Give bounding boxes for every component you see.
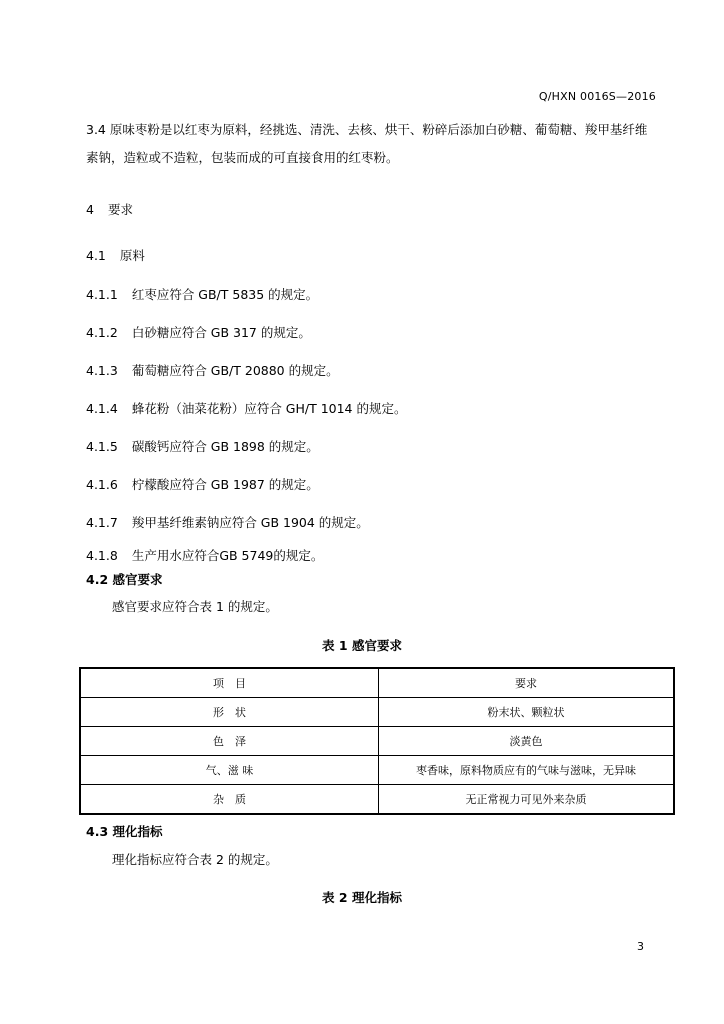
table-row — [80, 698, 674, 727]
material-text: 红枣应符合 GB/T 5835 的规定。 — [131, 287, 319, 302]
table-cell-requirement: 粉末状、颗粒状 — [379, 698, 675, 727]
page-number: 3 — [637, 940, 644, 953]
material-text: 葡萄糖应符合 GB/T 20880 的规定。 — [131, 363, 339, 378]
material-number: 4.1.8 — [86, 548, 118, 563]
section-42-body: 感官要求应符合表 1 的规定。 — [112, 599, 278, 614]
material-number: 4.1.3 — [86, 363, 118, 378]
material-number: 4.1.7 — [86, 515, 118, 530]
table-cell-item: 杂 质 — [80, 785, 379, 815]
material-item — [86, 361, 339, 379]
table-header-cell: 要求 — [379, 668, 675, 698]
section-41-heading — [86, 246, 145, 264]
material-number: 4.1.4 — [86, 401, 118, 416]
material-item — [86, 475, 319, 493]
material-number: 4.1.5 — [86, 439, 118, 454]
table-header-cell: 项 目 — [80, 668, 379, 698]
section-43-number: 4.3 — [86, 824, 109, 839]
definition-paragraph — [86, 116, 647, 172]
section-43-title: 理化指标 — [112, 824, 163, 839]
material-text: 蜂花粉（油菜花粉）应符合 GH/T 1014 的规定。 — [131, 401, 407, 416]
material-text: 碳酸钙应符合 GB 1898 的规定。 — [131, 439, 319, 454]
section-4-number: 4 — [86, 202, 94, 217]
table-cell-requirement: 淡黄色 — [379, 727, 675, 756]
section-4-heading — [86, 200, 133, 218]
section-42-number: 4.2 — [86, 572, 109, 587]
material-number: 4.1.6 — [86, 477, 118, 492]
material-text: 柠檬酸应符合 GB 1987 的规定。 — [131, 477, 319, 492]
table-cell-item: 形 状 — [80, 698, 379, 727]
material-number: 4.1.2 — [86, 325, 118, 340]
table-2-caption: 表 2 理化指标 — [322, 890, 402, 905]
material-item — [86, 323, 311, 341]
table-row — [80, 756, 674, 785]
section-43-body: 理化指标应符合表 2 的规定。 — [112, 852, 278, 867]
section-42-title: 感官要求 — [112, 572, 163, 587]
definition-line-2: 素钠，造粒或不造粒，包装而成的可直接食用的红枣粉。 — [86, 150, 399, 165]
section-42-heading — [86, 570, 163, 588]
table-cell-item: 色 泽 — [80, 727, 379, 756]
table-row — [80, 727, 674, 756]
table-1-caption: 表 1 感官要求 — [322, 638, 402, 653]
table-cell-item: 气、滋 味 — [80, 756, 379, 785]
table-header-row — [80, 668, 674, 698]
material-item — [86, 285, 318, 303]
material-text: 羧甲基纤维素钠应符合 GB 1904 的规定。 — [131, 515, 369, 530]
material-text: 生产用水应符合GB 5749的规定。 — [131, 548, 324, 563]
section-4-title: 要求 — [107, 202, 133, 217]
definition-line-1: 3.4 原味枣粉是以红枣为原料，经挑选、清洗、去核、烘干、粉碎后添加白砂糖、葡萄糖、羧甲基纤维 — [86, 122, 648, 137]
section-41-title: 原料 — [119, 248, 145, 263]
material-item — [86, 546, 323, 564]
material-number: 4.1.1 — [86, 287, 118, 302]
sensory-table — [79, 667, 675, 815]
section-43-heading — [86, 822, 163, 840]
material-item — [86, 437, 319, 455]
material-text: 白砂糖应符合 GB 317 的规定。 — [131, 325, 311, 340]
table-row — [80, 785, 674, 815]
table-cell-requirement: 枣香味，原料物质应有的气味与滋味，无异味 — [379, 756, 675, 785]
material-item — [86, 399, 406, 417]
table-cell-requirement: 无正常视力可见外来杂质 — [379, 785, 675, 815]
section-41-number: 4.1 — [86, 248, 106, 263]
material-item — [86, 513, 369, 531]
standard-number: Q/HXN 0016S—2016 — [538, 90, 656, 103]
